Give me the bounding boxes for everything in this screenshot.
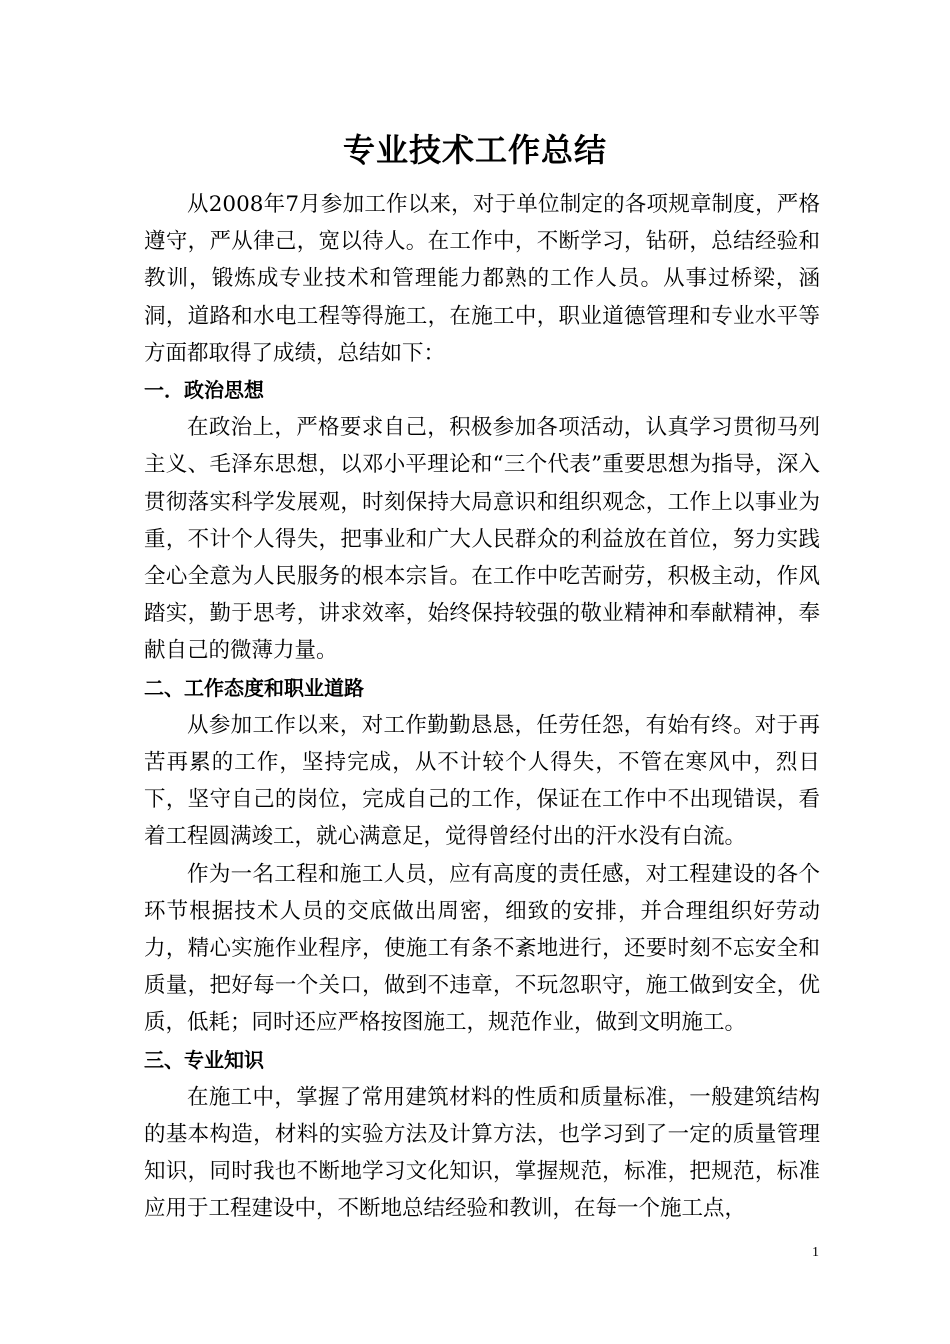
document-body bbox=[144, 186, 820, 1228]
knowledge-paragraph: 在施工中，掌握了常用建筑材料的性质和质量标准，一般建筑结构的基本构造，材料的实验方法及计算方法，也学习到了一定的质量管理知识，同时我也不断地学习文化知识，掌握规范，标准，把规范，标准应用于工程建设中，不断地总结经验和教训，在每一个施工点， bbox=[144, 1084, 820, 1222]
intro-paragraph: 从2008年7月参加工作以来，对于单位制定的各项规章制度，严格遵守，严从律己，宽以待人。在工作中，不断学习，钻研，总结经验和教训，锻炼成专业技术和管理能力都熟的工作人员。从事过桥梁，涵洞，道路和水电工程等得施工，在施工中，职业道德管理和专业水平等方面都取得了成绩，总结如下： bbox=[144, 192, 820, 366]
section-heading-knowledge: 三、专业知识 bbox=[144, 1047, 264, 1072]
page-number: 1 bbox=[812, 1245, 819, 1260]
attitude-paragraph-2: 作为一名工程和施工人员，应有高度的责任感，对工程建设的各个环节根据技术人员的交底做出周密，细致的安排，并合理组织好劳动力，精心实施作业程序，使施工有条不紊地进行，还要时刻不忘安全和质量，把好每一个关口，做到不违章，不玩忽职守，施工做到安全，优质，低耗；同时还应严格按图施工，规范作业，做到文明施工。 bbox=[144, 861, 820, 1036]
document-title: 专业技术工作总结 bbox=[342, 131, 607, 169]
politics-paragraph: 在政治上，严格要求自己，积极参加各项活动，认真学习贯彻马列主义、毛泽东思想，以邓小平理论和“三个代表”重要思想为指导，深入贯彻落实科学发展观，时刻保持大局意识和组织观念，工作上以事业为重，不计个人得失，把事业和广大人民群众的利益放在首位，努力实践全心全意为人民服务的根本宗旨。在工作中吃苦耐劳，积极主动，作风踏实，勤于思考，讲求效率，始终保持较强的敬业精神和奉献精神，奉献自己的微薄力量。 bbox=[144, 415, 820, 664]
section-heading-attitude: 二、工作态度和职业道路 bbox=[144, 675, 364, 700]
attitude-paragraph-1: 从参加工作以来，对工作勤勤恳恳，任劳任怨，有始有终。对于再苦再累的工作，坚持完成，从不计较个人得失，不管在寒风中，烈日下，坚守自己的岗位，完成自己的工作，保证在工作中不出现错误，看着工程圆满竣工，就心满意足，觉得曾经付出的汗水没有白流。 bbox=[144, 712, 820, 850]
section-heading-politics: 一．政治思想 bbox=[144, 378, 264, 403]
